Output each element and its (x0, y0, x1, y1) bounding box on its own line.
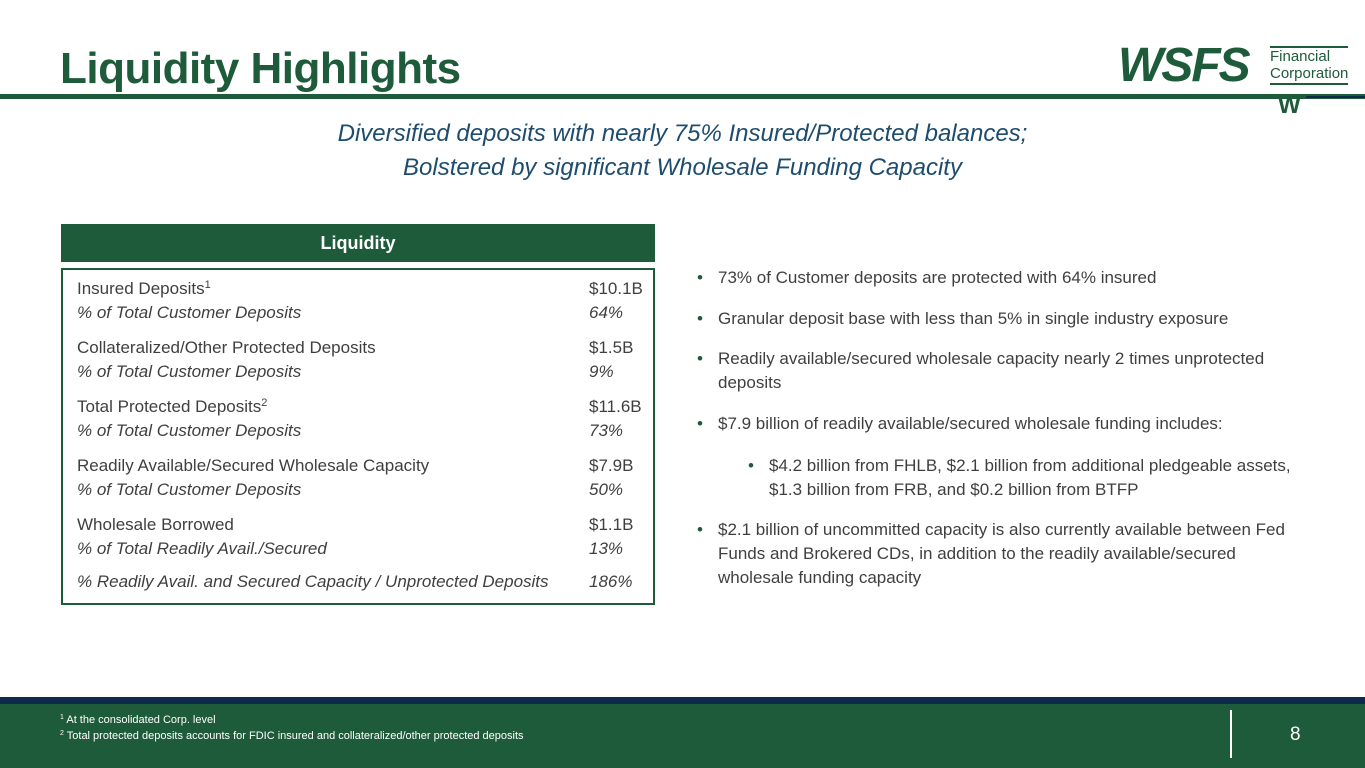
table-row (77, 338, 647, 362)
table-row (77, 539, 647, 563)
page-title: Liquidity Highlights (60, 44, 461, 93)
table-row (77, 397, 647, 421)
bullet-text: Readily available/secured wholesale capacity nearly 2 times unprotected deposits (718, 349, 1265, 392)
footnote-ref: 2 (261, 397, 268, 409)
subtitle-line-1: Diversified deposits with nearly 75% Insured/Protected balances; (337, 120, 1028, 147)
row-value: 9% (589, 362, 614, 381)
table-row (77, 515, 647, 539)
bullet-marker: • (697, 349, 703, 368)
bullet-marker: • (697, 309, 703, 328)
table-row (77, 572, 647, 596)
bullet-marker: • (697, 414, 703, 433)
liquidity-table (61, 268, 655, 605)
logo-line-financial: Financial (1270, 48, 1331, 65)
row-value: 186% (589, 572, 633, 591)
row-label: % Readily Avail. and Secured Capacity / Unprotected Deposits (77, 572, 549, 591)
bullet-text: 73% of Customer deposits are protected with 64% insured (718, 268, 1157, 287)
row-value: $1.5B (589, 338, 634, 357)
footer-accent-bar (0, 697, 1365, 704)
table-row (77, 480, 647, 504)
row-value: 50% (589, 480, 624, 499)
row-label: Collateralized/Other Protected Deposits (77, 338, 376, 357)
row-label: Wholesale Borrowed (77, 515, 234, 534)
page-number: 8 (1290, 724, 1301, 745)
row-label: % of Total Customer Deposits (77, 362, 302, 381)
logo-line-corporation: Corporation (1270, 65, 1349, 82)
bullet-text: $4.2 billion from FHLB, $2.1 billion from additional pledgeable assets, $1.3 billion from FRB, and $0.2 billion from BTFP (769, 456, 1291, 499)
bullet-marker: • (697, 520, 703, 539)
row-value: $11.6B (589, 397, 642, 416)
liquidity-table-header: Liquidity (61, 224, 655, 262)
row-label: % of Total Readily Avail./Secured (77, 539, 327, 558)
footnote-2: $^2$ Total protected deposits accounts for FDIC insured and collateralized/other protected deposits (60, 730, 524, 742)
table-row (77, 456, 647, 480)
footnote-1: $^1$ At the consolidated Corp. level (60, 714, 216, 726)
footer-divider (1230, 710, 1232, 758)
bullet-marker: • (748, 456, 754, 475)
table-row (77, 279, 647, 303)
row-value: $7.9B (589, 456, 634, 475)
row-value: 13% (589, 539, 624, 558)
row-label: Total Protected Deposits$^2$ (77, 397, 268, 416)
row-value: 73% (589, 421, 624, 440)
logo-tagline (1270, 46, 1348, 85)
logo-w-mark: W (1278, 92, 1301, 119)
bullet-text: Granular deposit base with less than 5% in single industry exposure (718, 309, 1229, 328)
row-label: Insured Deposits$^1$ (77, 279, 211, 298)
wsfs-logo (1118, 39, 1350, 119)
row-value: 64% (589, 303, 624, 322)
table-row (77, 421, 647, 445)
table-row (77, 362, 647, 386)
bullet-text: $7.9 billion of readily available/secured wholesale funding includes: (718, 414, 1223, 433)
footnote-ref: 1 (204, 279, 211, 291)
row-label: % of Total Customer Deposits (77, 480, 302, 499)
row-label: % of Total Customer Deposits (77, 303, 302, 322)
subtitle-line-2: Bolstered by significant Wholesale Funding Capacity (403, 154, 962, 181)
row-label: % of Total Customer Deposits (77, 421, 302, 440)
table-row (77, 303, 647, 327)
bullet-marker: • (697, 268, 703, 287)
bullet-text: $2.1 billion of uncommitted capacity is also currently available between Fed Funds and Brokered CDs, in addition to the readily available/secured wholesale funding capacity (718, 520, 1285, 587)
row-value: $1.1B (589, 515, 634, 534)
row-label: Readily Available/Secured Wholesale Capacity (77, 456, 430, 475)
logo-wordmark: WSFS (1118, 39, 1249, 92)
row-value: $10.1B (589, 279, 643, 298)
